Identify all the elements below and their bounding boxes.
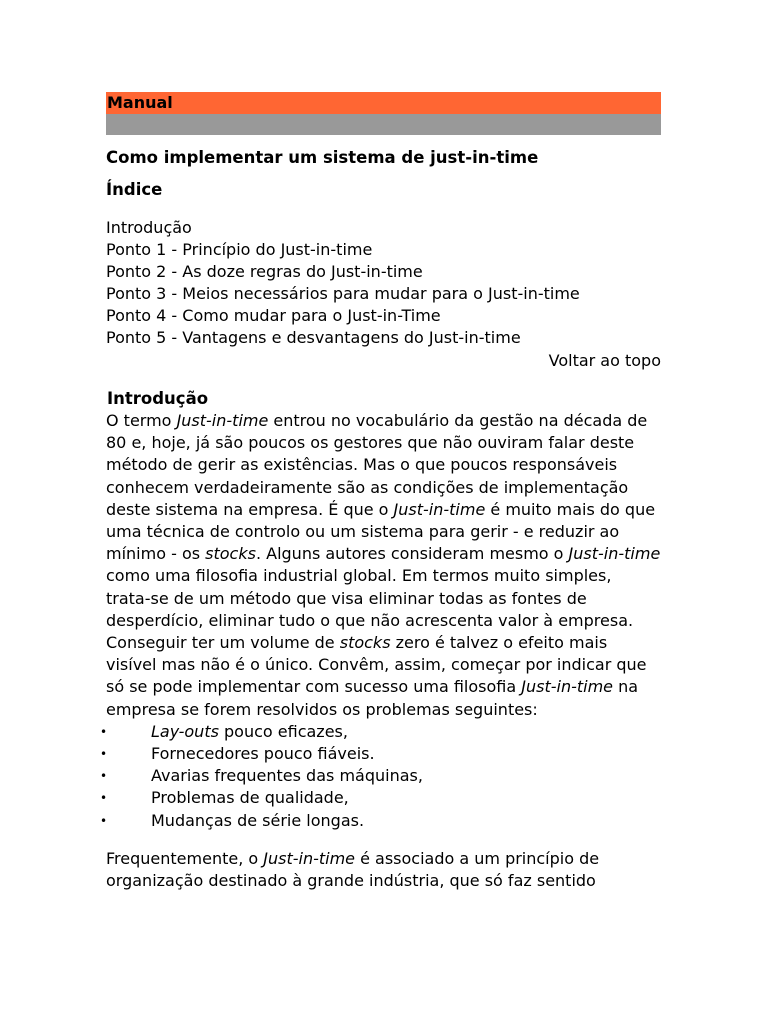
toc-link-intro[interactable]: Introdução: [106, 218, 192, 237]
list-item: • Problemas de qualidade,: [106, 787, 661, 809]
toc-link-ponto-1[interactable]: Ponto 1 - Princípio do Just-in-time: [106, 240, 373, 259]
toc-link-ponto-5[interactable]: Ponto 5 - Vantagens e desvantagens do Just-in-time: [106, 328, 521, 347]
bullet-icon: •: [100, 791, 108, 806]
intro-section-title: Introdução: [107, 389, 209, 408]
bullet-icon: •: [100, 747, 108, 762]
document-page: [100, 92, 661, 908]
document-title: Como implementar um sistema de just-in-time: [106, 148, 539, 167]
toc-link-ponto-2[interactable]: Ponto 2 - As doze regras do Just-in-time: [106, 262, 423, 281]
list-item: • Lay-outs pouco eficazes,: [106, 721, 661, 743]
index-title: Índice: [106, 180, 163, 199]
intro-paragraph: O termo Just-in-time entrou no vocabulário da gestão na década de 80 e, hoje, já são poucos os gestores que não ouviram falar deste método de gerir as existências. Mas o que poucos responsáveis conhecem verdadeiramente são as condições de implementação deste sistema na empresa. É que o Just-in-time é muito mais do que uma técnica de controlo ou um sistema para gerir - e reduzir ao mínimo - os stocks. Alguns autores consideram mesmo o Just-in-time como uma filosofia industrial global. Em termos muito simples, trata-se de um método que visa eliminar todas as fontes de desperdício, eliminar tudo o que não acrescenta valor à empresa. Conseguir ter um volume de stocks zero é talvez o efeito mais visível mas não é o único. Convêm, assim, começar por indicar que só se pode implementar com sucesso uma filosofia Just-in-time na empresa se forem resolvidos os problemas seguintes:: [106, 411, 661, 719]
toc-link-ponto-4[interactable]: Ponto 4 - Como mudar para o Just-in-Time: [106, 306, 441, 325]
problems-list: [100, 721, 661, 832]
manual-header-bar: [106, 92, 661, 114]
bullet-icon: •: [100, 724, 108, 739]
gray-divider-bar: [106, 114, 661, 135]
manual-label: Manual: [107, 93, 173, 112]
list-item: • Fornecedores pouco fiáveis.: [106, 743, 661, 765]
table-of-contents: [106, 217, 661, 349]
toc-link-ponto-3[interactable]: Ponto 3 - Meios necessários para mudar para o Just-in-time: [106, 284, 580, 303]
list-item: • Avarias frequentes das máquinas,: [106, 765, 661, 787]
bullet-icon: •: [100, 813, 108, 828]
list-item: • Mudanças de série longas.: [106, 810, 661, 832]
bullet-icon: •: [100, 769, 108, 784]
back-to-top-link[interactable]: Voltar ao topo: [548, 351, 661, 370]
second-paragraph: Frequentemente, o Just-in-time é associado a um princípio de organização destinado à grande indústria, que só faz sentido: [106, 848, 600, 891]
